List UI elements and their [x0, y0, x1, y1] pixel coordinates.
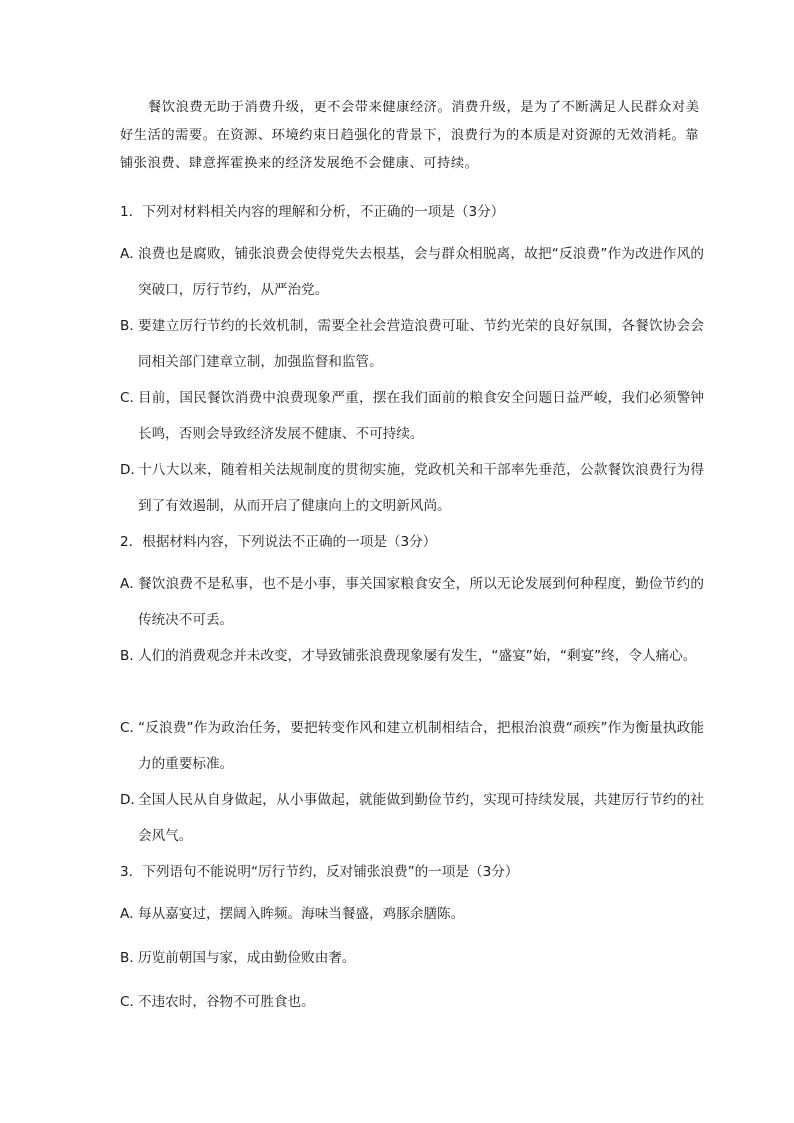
- question-2-option-c: [120, 710, 704, 782]
- option-letter: C．: [120, 390, 144, 406]
- option-letter: B．: [120, 318, 143, 334]
- option-text: 浪费也是腐败，铺张浪费会使得党失去根基，会与群众相脱离，故把“反浪费”作为改进作风的突破口，厉行节约，从严治党。: [138, 246, 704, 298]
- option-letter: A．: [120, 576, 143, 592]
- option-text: 餐饮浪费不是私事，也不是小事，事关国家粮食安全，所以无论发展到何种程度，勤俭节约的传统决不可丢。: [138, 576, 704, 628]
- option-text: 目前，国民餐饮消费中浪费现象严重，摆在我们面前的粮食安全问题日益严峻，我们必须警钟长鸣，否则会导致经济发展不健康、不可持续。: [138, 390, 704, 442]
- question-1-option-c: [120, 380, 704, 452]
- question-1-option-b: [120, 308, 704, 380]
- question-3-option-a: [120, 902, 704, 926]
- option-letter: D．: [120, 792, 145, 808]
- option-letter: B．: [120, 950, 143, 966]
- option-text: “反浪费”作为政治任务，要把转变作风和建立机制相结合，把根治浪费“顽疾”作为衡量执政能力的重要标准。: [138, 720, 704, 772]
- question-2-option-d: [120, 782, 704, 854]
- option-letter: A．: [120, 906, 143, 922]
- question-3-stem: 3．下列语句不能说明“厉行节约，反对铺张浪费”的一项是（3分）: [120, 864, 519, 880]
- option-text: 全国人民从自身做起，从小事做起，就能做到勤俭节约，实现可持续发展，共建厉行节约的社会风气。: [138, 792, 704, 844]
- question-3-option-b: [120, 946, 704, 970]
- option-text: 每从嘉宴过，摆阔入眸频。海味当餐盛，鸡豚余膳陈。: [138, 906, 465, 922]
- question-1-stem: 1．下列对材料相关内容的理解和分析，不正确的一项是（3分）: [120, 204, 505, 220]
- question-1-option-a: [120, 236, 704, 308]
- reading-passage: 餐饮浪费无助于消费升级，更不会带来健康经济。消费升级，是为了不断满足人民群众对美好生活的需要。在资源、环境约束日趋强化的背景下，浪费行为的本质是对资源的无效消耗。靠铺张浪费、肆意挥霍换来的经济发展绝不会健康、可持续。: [120, 100, 700, 171]
- option-letter: A．: [120, 246, 143, 262]
- option-letter: C．: [120, 994, 144, 1010]
- question-2-stem: 2．根据材料内容，下列说法不正确的一项是（3分）: [120, 534, 437, 550]
- option-letter: D．: [120, 462, 145, 478]
- option-text: 不违农时，谷物不可胜食也。: [138, 994, 315, 1010]
- question-2-option-b: [120, 638, 704, 674]
- question-2-option-a: [120, 566, 704, 638]
- option-letter: B．: [120, 648, 143, 664]
- option-text: 人们的消费观念并未改变，才导致铺张浪费现象屡有发生，“盛宴”始，“剩宴”终，令人痛心。: [138, 648, 697, 664]
- option-letter: C．: [120, 720, 144, 736]
- option-text: 要建立厉行节约的长效机制，需要全社会营造浪费可耻、节约光荣的良好氛围，各餐饮协会会同相关部门建章立制，加强监督和监管。: [138, 318, 704, 370]
- option-text: 十八大以来，随着相关法规制度的贯彻实施，党政机关和干部率先垂范，公款餐饮浪费行为得到了有效遏制，从而开启了健康向上的文明新风尚。: [138, 462, 704, 514]
- question-1-option-d: [120, 452, 704, 524]
- question-3-option-c: [120, 990, 704, 1014]
- option-text: 历览前朝国与家，成由勤俭败由奢。: [138, 950, 356, 966]
